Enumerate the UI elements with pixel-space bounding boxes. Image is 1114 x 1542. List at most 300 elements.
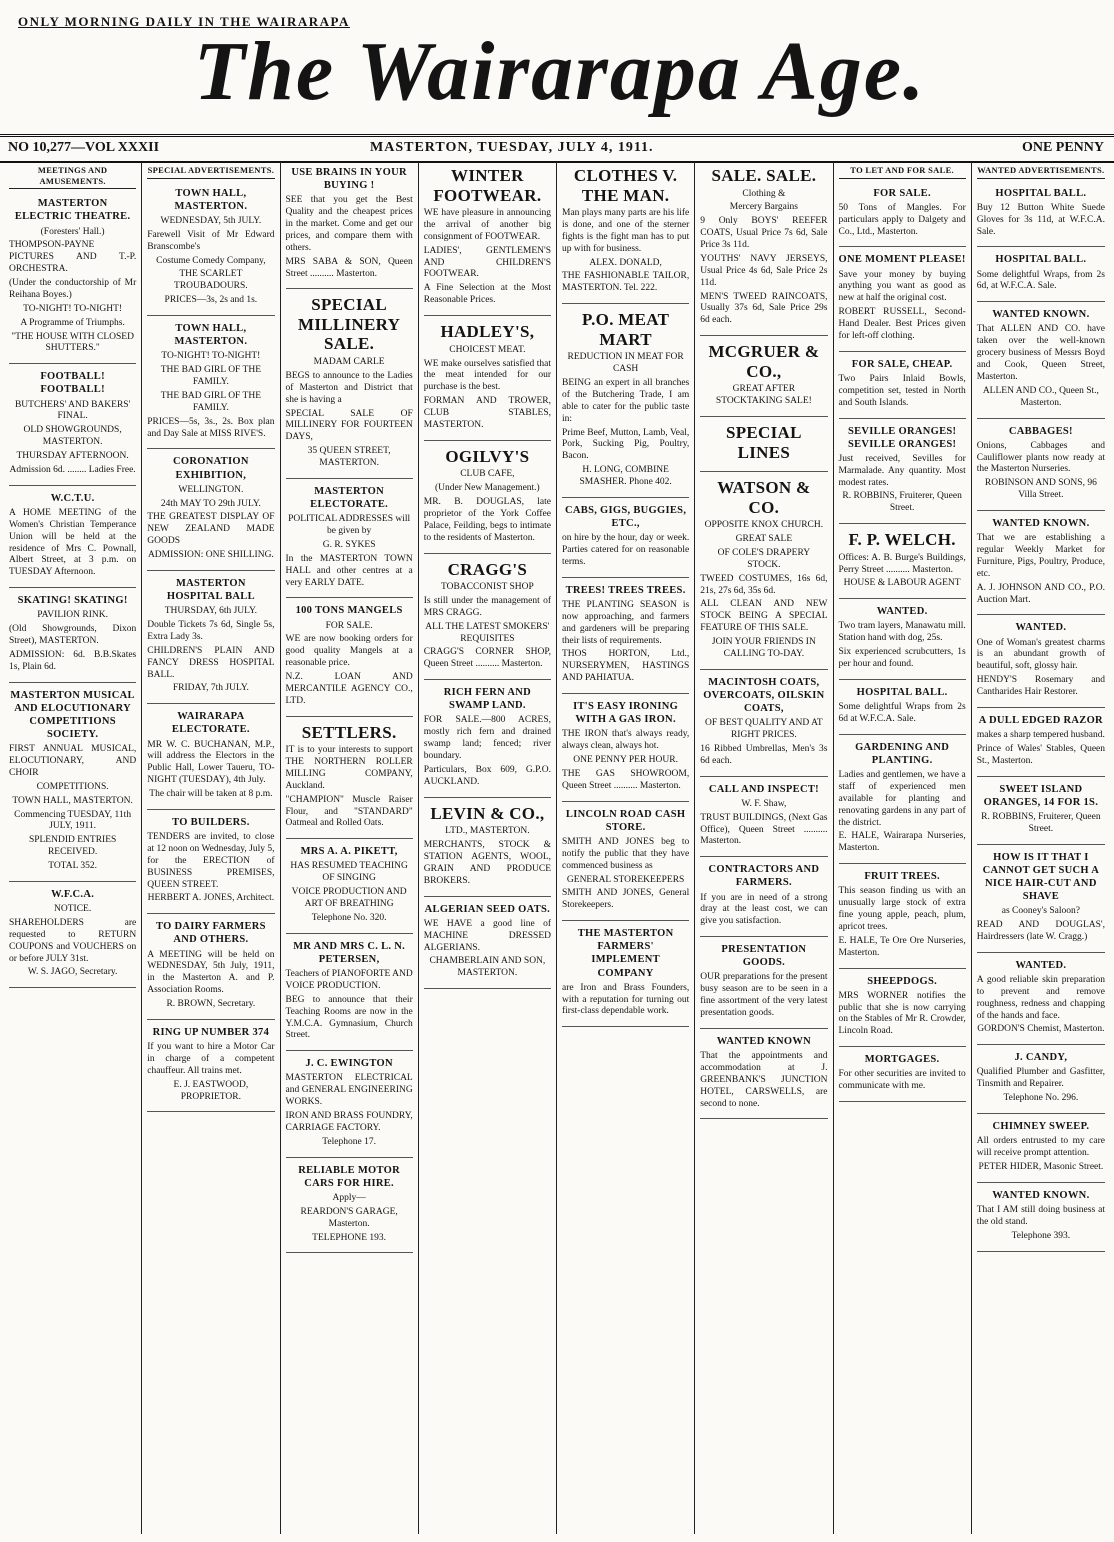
place-and-date: MASTERTON, TUESDAY, JULY 4, 1911. xyxy=(370,140,654,155)
advertisement-text: OUR preparations for the present busy season are to be seen in a fine assortment of the very latest presentation goods. xyxy=(700,972,828,1019)
advertisement-text: Double Tickets 7s 6d, Single 5s, Extra Lady 3s. xyxy=(147,620,275,642)
advertisement xyxy=(147,318,274,449)
advertisement-text: WE HAVE a good line of MACHINE DRESSED ALGERIANS. xyxy=(423,918,551,953)
advertisement-text: YOUTHS' NAVY JERSEYS, Usual Price 4s 6d, Sale Price 2s 11d. xyxy=(700,253,828,288)
advertisement-title: WANTED KNOWN. xyxy=(992,1189,1090,1201)
column-heading: WANTED ADVERTISEMENTS. xyxy=(977,162,1105,179)
advertisement-title: ONE MOMENT PLEASE! xyxy=(838,254,966,266)
advertisement-text: Buy 12 Button White Suede Gloves for 3s 11d, at W.F.C.A. Sale. xyxy=(976,202,1105,237)
advertisement-text: "THE HOUSE WITH CLOSED SHUTTERS." xyxy=(11,331,134,354)
advertisement-text: OPPOSITE KNOX CHURCH. xyxy=(704,520,824,531)
advertisement-text: A. J. JOHNSON AND CO., P.O. Auction Mart. xyxy=(976,582,1105,605)
advertisement-text: Farewell Visit of Mr Edward Branscombe's xyxy=(147,229,275,252)
advertisement-title: MORTGAGES. xyxy=(864,1054,940,1066)
advertisement-text: MERCHANTS, STOCK & STATION AGENTS, WOOL, GRAIN AND PRODUCE BROKERS. xyxy=(423,840,551,886)
advertisement-text: Just received, Sevilles for Marmalade. Any quantity. Most modest rates. xyxy=(838,453,966,488)
advertisement-text: THOS HORTON, Ltd., NURSERYMEN, HASTINGS AND PAHIATUA. xyxy=(562,649,690,684)
advertisement-text: N.Z. LOAN AND MERCANTILE AGENCY CO., LTD. xyxy=(285,672,413,706)
advertisement-text: OLD SHOWGROUNDS, MASTERTON. xyxy=(23,425,122,448)
advertisement-title: WATSON & CO. xyxy=(717,478,811,517)
advertisement-text: WE make ourselves satisfied that the meat intended for our purchase is the best. xyxy=(423,358,551,393)
advertisement-text: BEG to announce that their Teaching Rooms are now in the Y.M.C.A. Gymnasium, Church Street. xyxy=(285,994,413,1041)
advertisement-text: R. ROBBINS, Fruiterer, Queen Street. xyxy=(981,811,1101,834)
advertisement-text: Some delightful Wraps from 2s 6d at W.F.C.A. Sale. xyxy=(838,702,966,724)
advertisement-text: Offices: A. B. Burge's Buildings, Perry Street .......... Masterton. xyxy=(838,552,966,575)
advertisement xyxy=(839,354,966,419)
advertisement-text: Costume Comedy Company, xyxy=(156,255,266,266)
advertisement-text: Two Pairs Inlaid Bowls, competition set, tested in North and South Islands. xyxy=(838,373,966,408)
advertisement-title: RING UP NUMBER 374 xyxy=(152,1026,270,1038)
advertisement-text: JOIN YOUR FRIENDS IN CALLING TO-DAY. xyxy=(711,637,816,659)
advertisement xyxy=(977,617,1105,708)
news-column xyxy=(834,162,972,1534)
advertisement xyxy=(562,580,689,694)
masthead-top-line: ONLY MORNING DAILY IN THE WAIRARAPA xyxy=(18,14,350,29)
advertisement-text: E. HALE, Wairarapa Nurseries, Masterton. xyxy=(838,831,966,854)
advertisement-title: CALL AND INSPECT! xyxy=(708,783,819,795)
column-heading: TO LET AND FOR SALE. xyxy=(839,162,966,179)
advertisement-text: MR. B. DOUGLAS, late proprietor of the York Coffee Palace, Feilding, begs to intimate to the residents of Masterton. xyxy=(423,497,551,543)
advertisement xyxy=(147,451,274,571)
news-column xyxy=(419,162,557,1534)
advertisement-title: RICH FERN AND SWAMP LAND. xyxy=(443,687,532,712)
advertisement-text: W. S. JAGO, Secretary. xyxy=(27,967,118,978)
advertisement-title: TOWN HALL, MASTERTON. xyxy=(174,187,248,212)
advertisement-text: WELLINGTON. xyxy=(178,484,244,495)
advertisement-text: TRUST BUILDINGS, (Next Gas Office), Queen Street .......... Masterton. xyxy=(700,812,828,847)
advertisement-title: SETTLERS. xyxy=(301,722,397,742)
advertisement-text: E. J. EASTWOOD, PROPRIETOR. xyxy=(173,1079,249,1102)
advertisement-title: CABS, GIGS, BUGGIES, ETC., xyxy=(565,504,687,530)
advertisement-text: (Under the conductorship of Mr Reihana Boyes.) xyxy=(9,278,137,300)
advertisement-text: One of Woman's greatest charms is an abundant growth of beautiful, soft, glossy hair. xyxy=(976,637,1105,672)
advertisement xyxy=(562,500,689,578)
advertisement-title: TOWN HALL, MASTERTON. xyxy=(174,323,248,348)
advertisement-text: PRICES—3s, 2s and 1s. xyxy=(164,295,258,306)
advertisement xyxy=(286,719,413,840)
advertisement-text: If you are in need of a strong dray at the least cost, we can give you satisfaction. xyxy=(700,892,828,927)
advertisement-text: ROBINSON AND SONS, 96 Villa Street. xyxy=(984,478,1097,501)
advertisement xyxy=(9,193,136,364)
advertisement-text: ADMISSION: 6d. B.B.Skates 1s, Plain 6d. xyxy=(9,649,137,672)
dateline-bar xyxy=(0,134,1114,163)
advertisement-text: WEDNESDAY, 5th JULY. xyxy=(160,215,262,226)
advertisement-title: IT'S EASY IRONING WITH A GAS IRON. xyxy=(573,701,679,726)
advertisement-text: That we are establishing a regular Weekly Market for Furniture, Pigs, Poultry, Produce, etc. xyxy=(976,533,1105,579)
advertisement-text: BEING an expert in all branches of the Butchering Trade, I am able to cater for the public taste in: xyxy=(562,378,690,424)
advertisement-text: NOTICE. xyxy=(54,904,92,914)
advertisement-title: TO BUILDERS. xyxy=(172,816,250,828)
advertisement-title: CRAGG'S xyxy=(447,559,528,579)
advertisement-text: TOBACCONIST SHOP xyxy=(440,582,534,593)
advertisement xyxy=(286,291,413,479)
advertisement-title: USE BRAINS IN YOUR BUYING ! xyxy=(291,167,407,192)
advertisement-text: Telephone No. 296. xyxy=(1003,1093,1079,1104)
advertisement-text: Telephone 393. xyxy=(1011,1230,1071,1241)
advertisement xyxy=(562,923,689,1027)
advertisement xyxy=(977,183,1105,248)
advertisement-title: WINTER FOOTWEAR. xyxy=(433,166,542,205)
advertisement-title: ALGERIAN SEED OATS. xyxy=(424,903,551,915)
advertisement-text: H. LONG, COMBINE SMASHER. Phone 402. xyxy=(579,465,672,488)
advertisement-text: IRON AND BRASS FOUNDRY, CARRIAGE FACTORY. xyxy=(285,1111,413,1133)
advertisement xyxy=(977,249,1105,302)
advertisement-text: POLITICAL ADDRESSES will be given by xyxy=(288,514,411,537)
advertisement-text: TWEED COSTUMES, 16s 6d, 21s, 27s 6d, 35s 6d. xyxy=(700,573,828,596)
advertisement-text: Onions, Cabbages and Cauliflower plants now ready at the Masterton Nurseries. xyxy=(976,440,1105,475)
advertisement-text: SPECIAL SALE OF MILLINERY FOR FOURTEEN DAYS, xyxy=(285,408,413,443)
news-column xyxy=(142,162,280,1534)
advertisement-text: Man plays many parts are his life is done, and one of the sterner fights is the fight man has to put up with for business. xyxy=(562,208,690,254)
advertisement-text: SHAREHOLDERS are requested to RETURN COUPONS and VOUCHERS on or before JULY 31st. xyxy=(9,917,137,964)
advertisement-title: GARDENING AND PLANTING. xyxy=(855,741,950,766)
advertisement-text: Is still under the management of MRS CRAGG. xyxy=(423,595,551,618)
advertisement xyxy=(424,443,551,554)
advertisement-title: WANTED. xyxy=(1015,959,1067,971)
advertisement-text: A Fine Selection at the Most Reasonable Prices. xyxy=(423,283,551,306)
advertisement-text: If you want to hire a Motor Car in charge of a competent chauffeur. All trains met. xyxy=(147,1042,275,1076)
advertisement-title: FOR SALE. xyxy=(873,187,931,199)
advertisement xyxy=(147,706,274,810)
advertisement-title: MR AND MRS C. L. N. PETERSEN, xyxy=(293,940,406,965)
advertisement-text: SMITH AND JONES beg to notify the public that they have commenced business as xyxy=(562,836,690,871)
advertisement-title: CLOTHES V. THE MAN. xyxy=(573,166,678,205)
advertisement-text: R. ROBBINS, Fruiterer, Queen Street. xyxy=(842,491,962,514)
advertisement-text: COMPETITIONS. xyxy=(36,781,109,792)
advertisement-text: CRAGG'S CORNER SHOP, Queen Street .......... Masterton. xyxy=(423,647,551,670)
advertisement-text: ROBERT RUSSELL, Second-Hand Dealer. Best Prices given for left-off clothing. xyxy=(838,307,966,341)
advertisement-text: THE SCARLET TROUBADOURS. xyxy=(174,269,248,292)
advertisement-title: CHIMNEY SWEEP. xyxy=(992,1121,1090,1132)
advertisement-text: MADAM CARLE xyxy=(313,357,385,368)
advertisement-title: MASTERTON HOSPITAL BALL xyxy=(166,577,255,602)
advertisement-columns xyxy=(4,162,1110,1534)
advertisement-text: Clothing & xyxy=(742,188,786,199)
advertisement-text: READ AND DOUGLAS', Hairdressers (late W. Cragg.) xyxy=(976,920,1105,942)
advertisement xyxy=(9,685,136,882)
advertisement-text: HENDY'S Rosemary and Cantharides Hair Restorer. xyxy=(976,675,1105,697)
advertisement-title: MCGRUER & CO., xyxy=(708,342,820,381)
advertisement-text: FOR SALE. xyxy=(325,620,373,631)
advertisement-text: FRIDAY, 7th JULY. xyxy=(172,683,249,694)
advertisement-title: WANTED KNOWN. xyxy=(992,518,1090,529)
advertisement xyxy=(977,1185,1105,1252)
advertisement xyxy=(286,1053,413,1157)
newspaper-title: The Wairarapa Age. xyxy=(193,25,927,118)
advertisement-text: ALL THE LATEST SMOKERS' REQUISITES xyxy=(425,621,550,644)
advertisement xyxy=(9,366,136,486)
advertisement-title: J. C. EWINGTON xyxy=(305,1058,393,1070)
advertisement-text: ADMISSION: ONE SHILLING. xyxy=(147,550,274,560)
advertisement-title: OGILVY'S xyxy=(445,446,530,466)
advertisement-text: as Cooney's Saloon? xyxy=(1001,906,1080,917)
advertisement-text: A MEETING will be held on WEDNESDAY, 5th July, 1911, in the Masterton A. and P. Association Rooms. xyxy=(147,949,275,996)
advertisement-title: THE MASTERTON FARMERS' IMPLEMENT COMPANY xyxy=(577,928,674,979)
advertisement xyxy=(700,1031,827,1120)
advertisement-text: makes a sharp tempered husband. xyxy=(976,730,1105,740)
advertisement-text: are Iron and Brass Founders, with a reputation for turning out first-class dependable work. xyxy=(562,982,690,1017)
advertisement-text: All orders entrusted to my care will receive prompt attention. xyxy=(976,1136,1105,1158)
advertisement-text: BUTCHERS' AND BAKERS' FINAL. xyxy=(14,399,131,422)
advertisement xyxy=(700,672,827,777)
advertisement xyxy=(286,600,413,716)
advertisement-text: FORMAN AND TROWER, CLUB STABLES, MASTERTON. xyxy=(423,396,551,430)
advertisement-text: R. BROWN, Secretary. xyxy=(166,999,256,1009)
advertisement xyxy=(424,800,551,897)
advertisement-text: Mercery Bargains xyxy=(729,202,798,213)
advertisement xyxy=(977,955,1105,1046)
advertisement xyxy=(839,249,966,351)
advertisement-text: THURSDAY AFTERNOON. xyxy=(16,451,129,461)
advertisement-text: (Foresters' Hall.) xyxy=(40,226,105,237)
advertisement-text: SPLENDID ENTRIES RECEIVED. xyxy=(28,835,117,858)
advertisement xyxy=(286,1160,413,1254)
advertisement-text: THE GREATEST DISPLAY OF NEW ZEALAND MADE GOODS xyxy=(147,512,275,547)
advertisement xyxy=(839,421,966,525)
advertisement-text: GENERAL STOREKEEPERS xyxy=(566,874,685,885)
advertisement xyxy=(839,971,966,1048)
advertisement-title: HOSPITAL BALL. xyxy=(856,686,948,698)
advertisement xyxy=(147,812,274,914)
advertisement xyxy=(424,682,551,798)
advertisement xyxy=(700,162,827,336)
advertisement-text: Save your money by buying anything you want as good as new at half the original cost. xyxy=(838,269,966,304)
advertisement-title: RELIABLE MOTOR CARS FOR HIRE. xyxy=(298,1164,400,1189)
news-column xyxy=(557,162,695,1534)
advertisement xyxy=(977,847,1105,953)
advertisement-text: ONE PENNY PER HOUR. xyxy=(573,755,678,766)
advertisement xyxy=(700,474,827,670)
advertisement xyxy=(286,841,413,934)
advertisement-title: MASTERTON ELECTRIC THEATRE. xyxy=(14,198,131,223)
advertisement-title: TREES! TREES TREES. xyxy=(565,584,686,596)
advertisement-title: WANTED. xyxy=(1015,622,1067,634)
advertisement-text: CHAMBERLAIN AND SON, MASTERTON. xyxy=(429,956,546,979)
advertisement xyxy=(700,338,827,417)
advertisement-title: HOSPITAL BALL. xyxy=(995,254,1087,266)
advertisement-title: SEVILLE ORANGES! SEVILLE ORANGES! xyxy=(847,425,957,450)
advertisement-text: IT is to your interests to support THE NORTHERN ROLLER MILLING COMPANY, Auckland. xyxy=(285,745,413,791)
advertisement-text: TO-NIGHT! TO-NIGHT! xyxy=(161,351,261,362)
advertisement-text: 24th MAY TO 29th JULY. xyxy=(160,498,261,509)
advertisement-text: 9 Only BOYS' REEFER COATS, Usual Price 7s 6d, Sale Price 3s 11d. xyxy=(700,216,828,251)
advertisement xyxy=(839,526,966,599)
advertisement-text: THOMPSON-PAYNE PICTURES AND T.-P. ORCHESTRA. xyxy=(9,240,137,275)
advertisement-text: That ALLEN AND CO. have taken over the well-known grocery business of Messrs Boyd and Cook, Queen Street, Masterton. xyxy=(976,324,1105,382)
news-column xyxy=(972,162,1110,1534)
advertisement-text: Some delightful Wraps, from 2s 6d, at W.F.C.A. Sale. xyxy=(976,269,1105,292)
advertisement-text: on hire by the hour, day or week. Parties catered for on reasonable terms. xyxy=(562,533,690,567)
news-column xyxy=(4,162,142,1534)
advertisement xyxy=(977,710,1105,777)
advertisement xyxy=(9,884,136,988)
advertisement-text: PETER HIDER, Masonic Street. xyxy=(978,1161,1104,1172)
advertisement-title: FRUIT TREES. xyxy=(864,871,940,883)
advertisement-text: Apply— xyxy=(332,1192,366,1203)
advertisement-text: TENDERS are invited, to close at 12 noon on Wednesday, July 5, for the ERECTION of BUSINESS PREMISES, QUEEN STREET. xyxy=(147,832,275,890)
advertisement-title: PRESENTATION GOODS. xyxy=(721,944,807,969)
advertisement-text: CHOICEST MEAT. xyxy=(449,344,526,355)
advertisement-title: 100 TONS MANGELS xyxy=(295,605,403,617)
advertisement-text: CHILDREN'S PLAIN AND FANCY DRESS HOSPITAL BALL. xyxy=(147,645,275,680)
advertisement-title: LEVIN & CO., xyxy=(430,803,545,823)
advertisement xyxy=(424,899,551,990)
advertisement xyxy=(562,804,689,922)
advertisement-text: THE PLANTING SEASON is now approaching, and farmers and gardeners will be preparing their lists of requirements. xyxy=(562,599,690,646)
advertisement xyxy=(424,162,551,316)
advertisement-text: REDUCTION IN MEAT FOR CASH xyxy=(567,352,684,375)
issue-number: NO 10,277—VOL XXXII xyxy=(8,140,160,155)
advertisement-title: MASTERTON ELECTORATE. xyxy=(310,485,389,511)
advertisement xyxy=(147,183,274,316)
advertisement-title: SWEET ISLAND ORANGES, 14 FOR 1S. xyxy=(983,783,1099,808)
advertisement-text: TOTAL 352. xyxy=(48,861,98,871)
advertisement-text: W. F. Shaw, xyxy=(741,798,787,809)
advertisement-title: W.F.C.A. xyxy=(51,888,95,900)
advertisement-title: CABBAGES! xyxy=(1008,425,1073,437)
advertisement-text: TELEPHONE 193. xyxy=(312,1232,387,1243)
advertisement-text: THE BAD GIRL OF THE FAMILY. xyxy=(160,365,262,387)
advertisement-title: TO DAIRY FARMERS AND OTHERS. xyxy=(155,921,266,946)
advertisement-text: ALEX. DONALD, xyxy=(589,257,662,268)
advertisement-title: J. CANDY, xyxy=(1014,1052,1068,1064)
advertisement-text: Ladies and gentlemen, we have a staff of experienced men available for planting and renovating gardens in any part of the district. xyxy=(838,770,966,828)
advertisement-text: LTD., MASTERTON. xyxy=(445,826,530,837)
advertisement-text: MEN'S TWEED RAINCOATS, Usually 37s 6d, Sale Price 29s 6d each. xyxy=(700,291,828,326)
advertisement-text: REARDON'S GARAGE, Masterton. xyxy=(300,1206,398,1229)
advertisement-text: HOUSE & LABOUR AGENT xyxy=(843,578,961,589)
advertisement-text: Six experienced scrubcutters, 1s per hour and found. xyxy=(838,647,966,670)
advertisement-text: FIRST ANNUAL MUSICAL, ELOCUTIONARY, AND CHOIR xyxy=(9,744,137,778)
advertisement-text: LADIES', GENTLEMEN'S AND CHILDREN'S FOOTWEAR. xyxy=(423,245,551,280)
advertisement-text: A HOME MEETING of the Women's Christian Temperance Union will be held at the residence of Mrs C. Pownall, Albert Street, at 3 p.m. on TUESDAY Afternoon. xyxy=(9,507,137,578)
advertisement-text: (Under New Management.) xyxy=(435,483,540,494)
advertisement-text: For other securities are invited to communicate with me. xyxy=(838,1069,966,1092)
advertisement-text: TO-NIGHT! TO-NIGHT! xyxy=(23,303,123,314)
advertisement xyxy=(562,162,689,304)
advertisement-text: ALLEN AND CO., Queen St., Masterton. xyxy=(982,385,1099,408)
advertisement-text: THE IRON that's always ready, always clean, always hot. xyxy=(562,729,690,752)
advertisement-text: 50 Tons of Mangles. For particulars apply to Dalgety and Co., Ltd., Masterton. xyxy=(838,202,966,237)
advertisement-text: OF BEST QUALITY AND AT RIGHT PRICES. xyxy=(705,718,823,741)
advertisement-text: E. HALE, Te Ore Ore Nurseries, Masterton. xyxy=(838,935,966,958)
advertisement-text: A Programme of Triumphs. xyxy=(20,317,125,328)
advertisement xyxy=(977,779,1105,845)
news-column xyxy=(281,162,419,1534)
advertisement-text: THE BAD GIRL OF THE FAMILY. xyxy=(160,390,262,413)
advertisement-title: F. P. WELCH. xyxy=(848,530,956,550)
advertisement xyxy=(700,859,827,937)
advertisement xyxy=(9,488,136,588)
column-heading: SPECIAL ADVERTISEMENTS. xyxy=(147,162,274,179)
advertisement-text: Qualified Plumber and Gasfitter, Tinsmith and Repairer. xyxy=(976,1067,1105,1090)
advertisement-title: MASTERTON MUSICAL AND ELOCUTIONARY COMPETITIONS SOCIETY. xyxy=(10,689,135,740)
advertisement-title: SKATING! SKATING! xyxy=(17,595,128,607)
advertisement-text: SEE that you get the Best Quality and the cheapest prices in the market. Come and get our prices, and compare them with others. xyxy=(285,195,413,253)
advertisement-text: Two tram layers, Manawatu mill. Station hand with dog, 25s. xyxy=(838,621,966,644)
advertisement-text: Prime Beef, Mutton, Lamb, Veal, Pork, Sucking Pig, Poultry, Bacon. xyxy=(562,427,690,462)
advertisement-title: LINCOLN ROAD CASH STORE. xyxy=(565,808,686,833)
advertisement-text: "CHAMPION" Muscle Raiser Flour, and "STANDARD" Oatmeal and Rolled Oats. xyxy=(285,794,413,829)
advertisement xyxy=(9,590,136,683)
advertisement-text: Telephone No. 320. xyxy=(311,912,387,923)
advertisement xyxy=(839,682,966,735)
advertisement-title: FOOTBALL! FOOTBALL! xyxy=(40,371,105,396)
advertisement-text: Prince of Wales' Stables, Queen St., Masterton. xyxy=(976,743,1105,766)
advertisement xyxy=(977,513,1105,615)
advertisement xyxy=(839,866,966,968)
advertisement-text: Teachers of PIANOFORTE AND VOICE PRODUCTION. xyxy=(285,969,413,991)
advertisement xyxy=(977,1116,1105,1183)
advertisement-text: THE GAS SHOWROOM, Queen Street .......... Masterton. xyxy=(562,768,690,791)
column-heading: MEETINGS AND AMUSEMENTS. xyxy=(9,162,136,189)
advertisement-text: WE have pleasure in announcing the arrival of another big consignment of FOOTWEAR. xyxy=(423,208,551,242)
advertisement-title: SPECIAL MILLINERY SALE. xyxy=(298,295,401,354)
advertisement-title: P.O. MEAT MART xyxy=(582,310,670,349)
price: ONE PENNY xyxy=(1021,140,1104,155)
advertisement-text: THE FASHIONABLE TAILOR, MASTERTON. Tel. 222. xyxy=(562,271,690,294)
advertisement-text: THURSDAY, 6th JULY. xyxy=(164,606,258,617)
advertisement-text: Telephone 17. xyxy=(322,1136,376,1147)
advertisement-title: W.C.T.U. xyxy=(50,492,95,504)
advertisement-title: HOSPITAL BALL. xyxy=(995,187,1087,199)
advertisement-text: In the MASTERTON TOWN HALL and other centres at a very EARLY DATE. xyxy=(285,553,413,588)
advertisement xyxy=(839,183,966,248)
advertisement-title: WANTED. xyxy=(876,606,928,618)
advertisement-title: A DULL EDGED RAZOR xyxy=(978,714,1103,726)
advertisement-text: BEGS to announce to the Ladies of Masterton and District that she is having a xyxy=(285,370,413,405)
advertisement xyxy=(147,916,274,1020)
advertisement-title: HADLEY'S, xyxy=(440,322,535,342)
advertisement-text: HERBERT A. JONES, Architect. xyxy=(147,893,275,904)
advertisement-title: CONTRACTORS AND FARMERS. xyxy=(708,864,820,889)
advertisement-title: WAIRARAPA ELECTORATE. xyxy=(171,711,250,736)
advertisement xyxy=(562,306,689,498)
advertisement-text: PAVILION RINK. xyxy=(37,610,108,621)
advertisement xyxy=(977,304,1105,418)
advertisement-text: OF COLE'S DRAPERY STOCK. xyxy=(717,547,811,570)
advertisement-text: VOICE PRODUCTION AND ART OF BREATHING xyxy=(291,887,407,910)
advertisement-text: That I AM still doing business at the old stand. xyxy=(976,1204,1105,1227)
advertisement-text: A good reliable skin preparation to prevent and remove roughness, redness and chapping of the hands and face. xyxy=(976,974,1105,1021)
advertisement-text: MRS WORNER notifies the public that she is now carrying on the Stables of Mr R. Crowder, Lincoln Road. xyxy=(838,990,966,1037)
advertisement-text: MR W. C. BUCHANAN, M.P., will address the Electors in the Public Hall, Lower Taueru, TO-NIGHT (TUESDAY), 4th July. xyxy=(147,739,275,786)
advertisement-text: CLUB CAFE, xyxy=(460,469,515,480)
advertisement-title: FOR SALE, CHEAP. xyxy=(851,358,953,370)
news-column xyxy=(695,162,833,1534)
advertisement-title: WANTED KNOWN. xyxy=(992,309,1090,321)
advertisement-text: The chair will be taken at 8 p.m. xyxy=(149,789,273,799)
advertisement-text: That the appointments and accommodation at J. GREENBANK'S JUNCTION HOTEL, CARSWELLS, are second to none. xyxy=(700,1051,828,1109)
advertisement-text: WE are now booking orders for good quality Mangels at a reasonable price. xyxy=(285,634,413,669)
advertisement-text: 16 Ribbed Umbrellas, Men's 3s 6d each. xyxy=(700,743,828,766)
advertisement-title: SALE. SALE. xyxy=(711,166,817,185)
advertisement xyxy=(424,556,551,681)
advertisement-text: MRS SABA & SON, Queen Street .......... Masterton. xyxy=(285,256,413,279)
advertisement-title: SHEEPDOGS. xyxy=(867,975,938,987)
advertisement xyxy=(147,573,274,704)
advertisement-text: ALL CLEAN AND NEW STOCK BEING A SPECIAL FEATURE OF THIS SALE. xyxy=(700,599,828,634)
advertisement-text: Particulars, Box 609, G.P.O. AUCKLAND. xyxy=(423,764,551,787)
advertisement-title: HOW IS IT THAT I CANNOT GET SUCH A NICE HAIR-CUT AND SHAVE xyxy=(982,851,1100,902)
advertisement xyxy=(977,421,1105,512)
advertisement-text: 35 QUEEN STREET, MASTERTON. xyxy=(307,446,391,469)
advertisement xyxy=(424,318,551,441)
advertisement-text: This season finding us with an unusually large stock of extra fine young apple, peach, plum, apricot trees. xyxy=(838,886,966,932)
advertisement-text: PRICES—5s, 3s., 2s. Box plan and Day Sale at MISS RIVE'S. xyxy=(147,416,275,439)
advertisement-text: (Old Showgrounds, Dixon Street), MASTERTON. xyxy=(9,624,137,646)
advertisement-text: FOR SALE.—800 ACRES, mostly rich fern and drained swamp land; fenced; river boundary. xyxy=(423,715,551,762)
